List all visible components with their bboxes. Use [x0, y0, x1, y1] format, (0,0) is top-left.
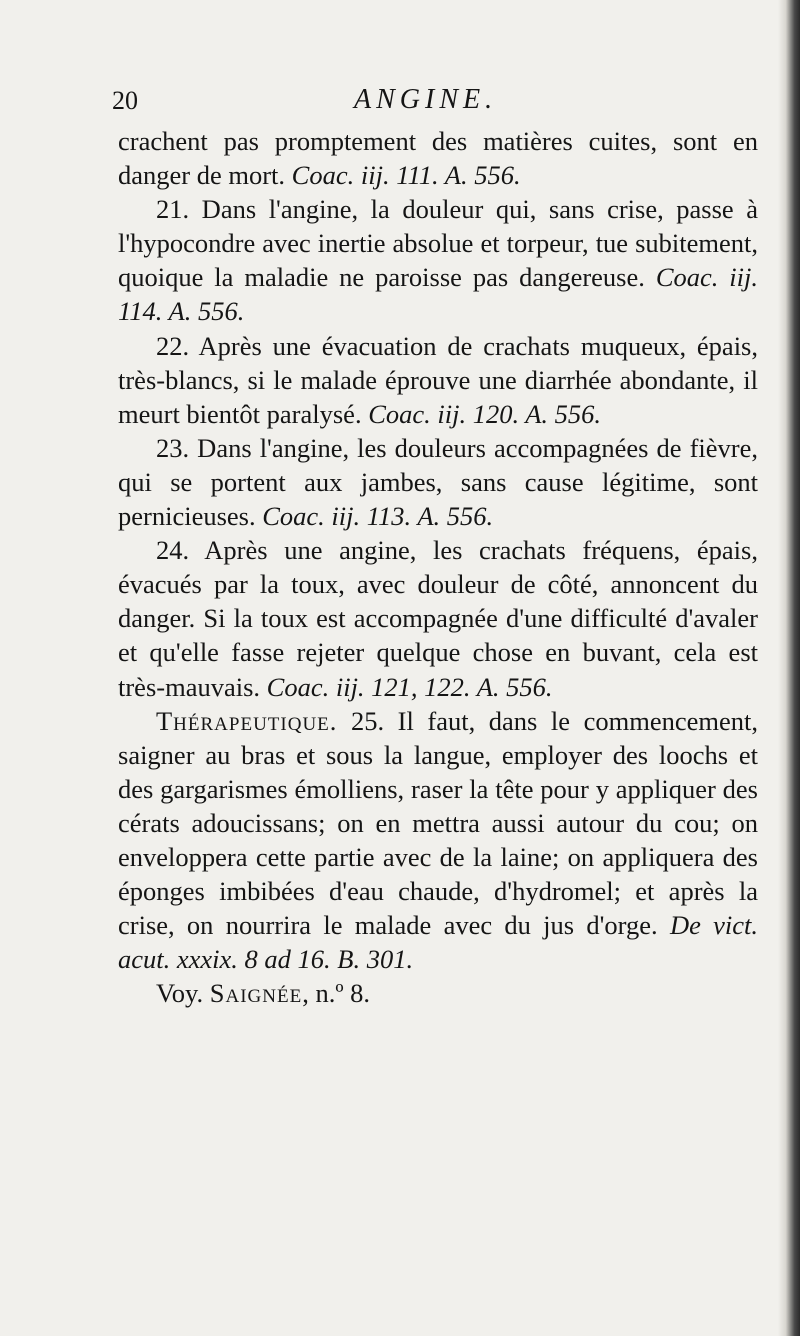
paragraph: [118, 329, 758, 431]
citation: Coac. iij. 111. A. 556.: [291, 160, 521, 191]
paragraph: [118, 533, 758, 703]
paragraph: [118, 431, 758, 533]
body-text: [118, 124, 758, 1010]
see-also-term: Saignée: [209, 978, 303, 1009]
paragraph-text: 23. Dans l'angine, les douleurs accompagnées de fièvre, qui se portent aux jambes, sans cause légitime, sont pernicieuses.: [118, 432, 758, 532]
citation: Coac. iij. 120. A. 556.: [368, 398, 602, 429]
citation: Coac. iij. 121, 122. A. 556.: [266, 671, 553, 702]
paragraph-text: crachent pas promptement des matières cuites, sont en danger de mort.: [118, 126, 758, 191]
paragraph: [118, 192, 758, 328]
paragraph-text: 24. Après une angine, les crachats fréquens, épais, évacués par la toux, avec douleur de côté, annoncent du danger. Si la toux est accompagnée d'une difficulté d'avaler et qu'elle fasse rejeter quelque chose en buvant, cela est très-mauvais.: [118, 535, 758, 702]
paragraph: [118, 704, 758, 977]
paragraph-text: 25. Il faut, dans le commencement, saigner au bras et sous la langue, employer des loochs et des gargarismes émolliens, raser la tête pour y appliquer des cérats adoucissans; on en mettra aussi autour du cou; on enveloppera cette partie avec de la laine; on appliquera des éponges imbibées d'eau chaude, d'hydromel; et après la crise, on nourrira le malade avec du jus d'orge.: [118, 705, 758, 941]
paragraph: [118, 124, 758, 192]
section-lead: Thérapeutique.: [156, 705, 338, 736]
see-also: [118, 976, 758, 1010]
page-edge-shadow: [778, 0, 800, 1336]
paragraph-text: 21. Dans l'angine, la douleur qui, sans crise, passe à l'hypocondre avec inertie absolue et torpeur, tue subitement, quoique la maladie ne paroisse pas dangereuse.: [118, 194, 758, 293]
see-also-prefix: Voy.: [156, 978, 204, 1009]
running-title: ANGINE.: [354, 84, 498, 115]
see-also-suffix: , n.º 8.: [302, 978, 371, 1009]
citation: Coac. iij. 113. A. 556.: [262, 501, 494, 532]
citation: De vict. acut. xxxix. 8 ad 16. B. 301.: [118, 910, 758, 975]
paragraph-text: 22. Après une évacuation de crachats muqueux, épais, très-blancs, si le malade éprouve une diarrhée abondante, il meurt bientôt paralysé.: [118, 330, 758, 429]
page-number: 20: [112, 86, 138, 115]
citation: Coac. iij. 114. A. 556.: [118, 262, 759, 327]
page-header: [112, 80, 752, 120]
